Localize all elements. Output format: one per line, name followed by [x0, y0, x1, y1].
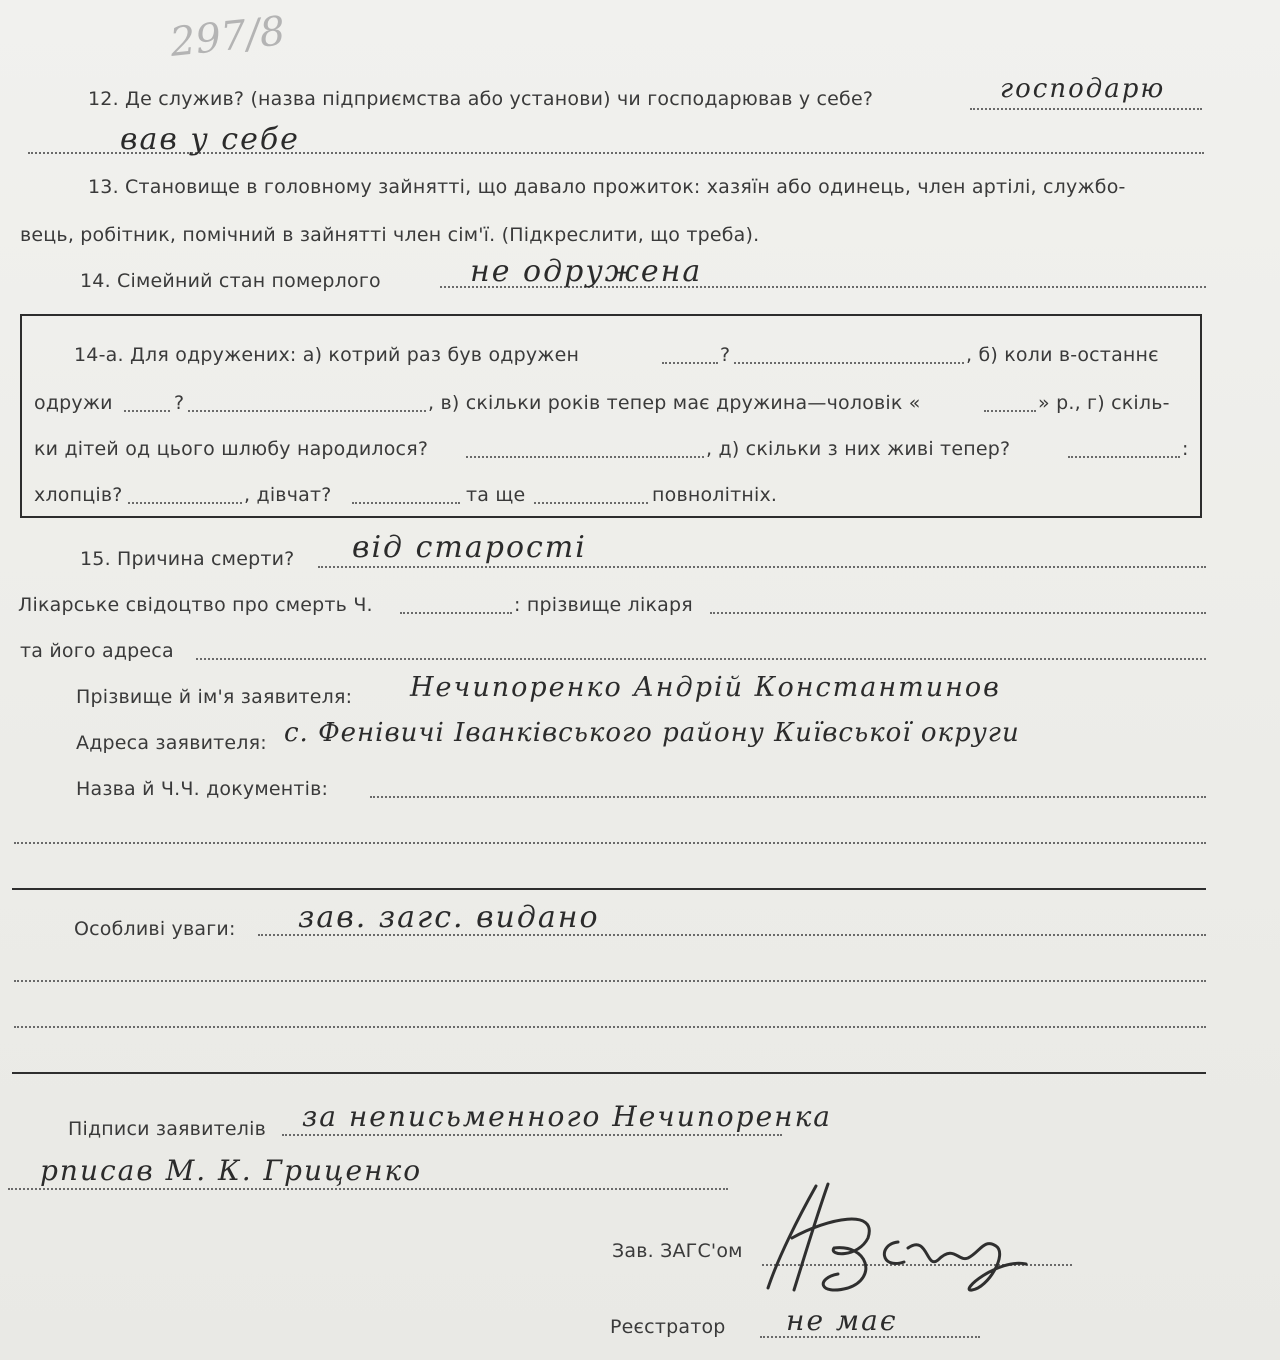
q14a-line-1-b: , б) коли в-останнє — [966, 344, 1159, 366]
q14a-line-2-c: » р., г) скіль- — [1038, 392, 1170, 414]
q14a-times-line — [662, 362, 718, 364]
registrar-label: Реєстратор — [610, 1316, 726, 1338]
q12-answer-line — [970, 108, 1202, 110]
q14a-when-line-2 — [188, 410, 426, 412]
q14-label: 14. Сімейний стан померлого — [80, 270, 381, 292]
signatures-line-2 — [8, 1188, 728, 1190]
registrar-value: не має — [786, 1304, 898, 1337]
q15-label: 15. Причина смерти? — [80, 548, 295, 570]
q14a-line-2-b: , в) скільки років тепер має дружина—чоловік « — [428, 392, 921, 414]
q12-answer-1: господарю — [1000, 74, 1166, 104]
q14a-line-2-a: одружи — [34, 392, 113, 414]
q14a-line-3-a: ки дітей од цього шлюбу народилося? — [34, 438, 429, 460]
documents-label: Назва й Ч.Ч. документів: — [76, 778, 329, 800]
q14a-girls-line — [352, 502, 460, 504]
q14a-when-line — [124, 410, 170, 412]
certificate-number-line — [400, 612, 512, 614]
applicant-address-label: Адреса заявителя: — [76, 732, 267, 754]
q14a-line-4-a: хлопців? — [34, 484, 123, 506]
applicant-name-value: Нечипоренко Андрій Константинов — [410, 672, 1001, 703]
documents-line-2 — [14, 842, 1206, 844]
q14a-line-3-b: , д) скільки з них живі тепер? — [706, 438, 1011, 460]
q14a-line-4-b: , дівчат? — [244, 484, 332, 506]
q14-answer: не одружена — [470, 254, 703, 289]
q15-answer: від старості — [352, 530, 587, 565]
signatures-line — [282, 1134, 782, 1136]
q14a-children-line — [466, 456, 704, 458]
section-divider-2 — [12, 1072, 1206, 1074]
q13-line-2: вець, робітник, помічний в зайнятті член сім'ї. (Підкреслити, що треба). — [20, 224, 760, 246]
q14a-line-4-d: повнолітніх. — [652, 484, 778, 506]
q13-line-1: 13. Становище в головному зайнятті, що давало прожиток: хазяїн або одинець, член артілі, службо- — [88, 176, 1126, 198]
applicant-address-value: с. Фенівичі Іванківського району Київської округи — [284, 718, 1020, 748]
q14a-line-1-a: 14-а. Для одружених: а) котрий раз був одружен — [74, 344, 580, 366]
q12-label: 12. Де служив? (назва підприємства або установи) чи господарював у себе? — [88, 88, 874, 110]
doctor-name-line — [710, 612, 1206, 614]
doctor-address-label: та його адреса — [20, 640, 174, 662]
q14a-boys-line — [128, 502, 242, 504]
q14a-q-mark-1: ? — [720, 344, 731, 366]
q14a-adults-line — [534, 502, 648, 504]
certificate-label: Лікарське свідоцтво про смерть Ч. — [18, 594, 373, 616]
doctor-label: : прізвище лікаря — [514, 594, 693, 616]
signatures-value-2: рписав М. К. Гриценко — [40, 1154, 423, 1187]
doctor-address-line — [196, 658, 1206, 660]
signatures-value-1: за неписьменного Нечипоренка — [302, 1100, 832, 1133]
q14a-alive-line — [1068, 456, 1180, 458]
notes-line-2 — [14, 980, 1206, 982]
notes-label: Особливі уваги: — [74, 918, 236, 940]
applicant-name-label: Прізвище й ім'я заявителя: — [76, 686, 353, 708]
notes-line-3 — [14, 1026, 1206, 1028]
signatures-label: Підписи заявителів — [68, 1118, 267, 1140]
documents-line — [370, 796, 1206, 798]
q14a-q-mark-2: ? — [174, 392, 185, 414]
section-divider-1 — [12, 888, 1206, 890]
zags-head-label: Зав. ЗАГС'ом — [612, 1240, 743, 1262]
q14a-line-4-c: та ще — [466, 484, 526, 506]
notes-value: зав. загс. видано — [298, 900, 600, 935]
zags-head-signature — [758, 1178, 1058, 1298]
q12-answer-2: вав у себе — [120, 122, 300, 157]
q14a-times-line-2 — [734, 362, 964, 364]
q14a-line-3-c: : — [1182, 438, 1189, 460]
q14a-age-line — [984, 410, 1036, 412]
archive-mark: 297/8 — [167, 8, 288, 66]
q15-answer-line — [318, 566, 1206, 568]
